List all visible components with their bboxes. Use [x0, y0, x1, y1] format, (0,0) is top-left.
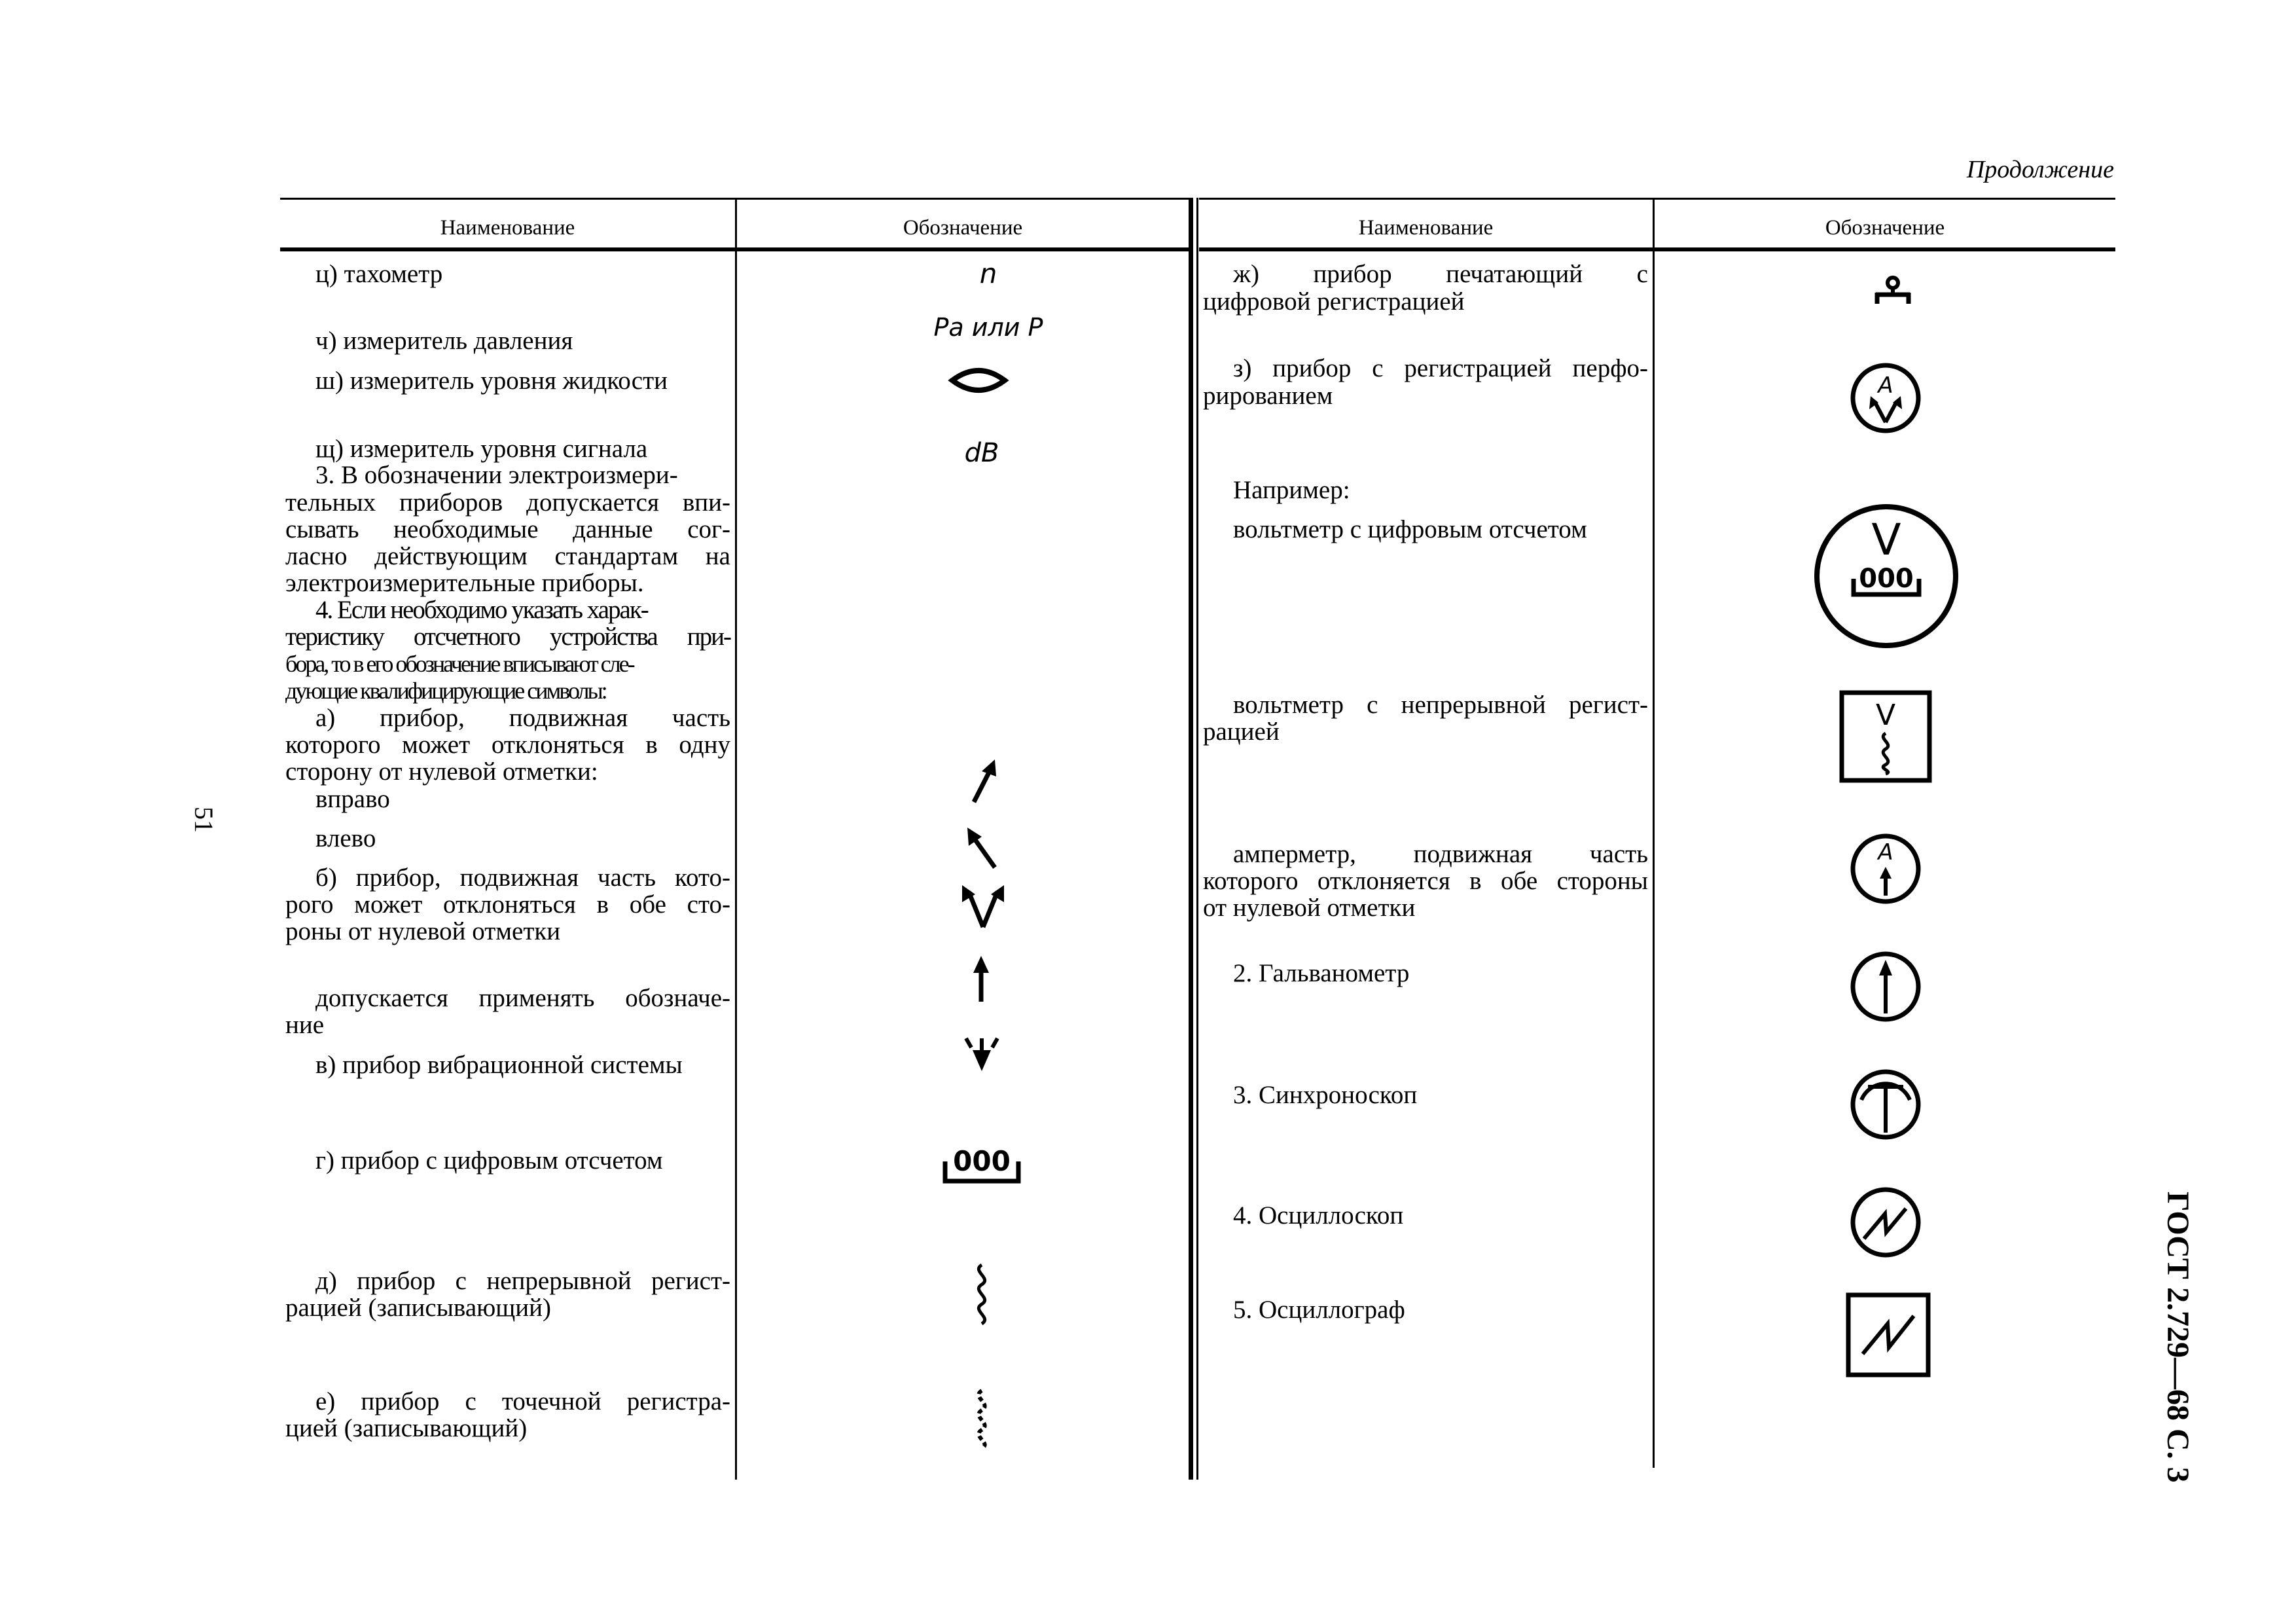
- continuous-line: рацией (записывающий): [285, 1294, 552, 1322]
- item-a-line: а) прибор, подвижная часть: [315, 704, 730, 732]
- arrow-up-left-icon: [963, 826, 999, 871]
- continuous-line: д) прибор с непрерывной регист-: [315, 1267, 730, 1295]
- symbol-digital: [942, 1147, 1021, 1186]
- note-4-line: 4. Если необходимо указать харак-: [315, 596, 648, 624]
- symbol-left-direction: [963, 826, 999, 871]
- continuation-label: Продолжение: [1966, 156, 2114, 183]
- oscillograph-icon: [1846, 1292, 1931, 1377]
- symbol-right-direction: [967, 759, 1000, 805]
- galvanometer-icon: [1850, 951, 1922, 1023]
- table-top-rule-right: [1199, 198, 2115, 200]
- perforation-line: з) прибор с регистрацией перфо-: [1233, 354, 1648, 382]
- item-b-line: б) прибор, подвижная часть кото-: [315, 864, 730, 892]
- printing-line: ж) прибор печатающий с: [1233, 260, 1648, 288]
- perforation-letter: A: [1878, 373, 1893, 399]
- ammeter-line: амперметр, подвижная часть: [1233, 840, 1648, 868]
- note-4-line: теристику отсчетного устройства при-: [285, 623, 730, 651]
- arrow-up-icon: [971, 956, 991, 1003]
- allowed-line: ние: [285, 1011, 325, 1039]
- oscilloscope-icon: [1850, 1186, 1922, 1258]
- symbol-tachometer: n: [979, 257, 997, 289]
- row-pressure-label: ч) измеритель давления: [315, 327, 573, 355]
- header-symbol-right: Обозначение: [1825, 216, 1945, 240]
- column-divider-right: [1653, 198, 1655, 1468]
- note-3-line: сывать необходимые данные сог-: [285, 515, 730, 543]
- dotted-line: е) прибор с точечной регистра-: [315, 1387, 730, 1415]
- row-oscilloscope-label: 4. Осциллоскоп: [1233, 1201, 1404, 1230]
- dotted-line: цией (записывающий): [285, 1414, 528, 1442]
- allowed-line: допускается применять обозначе-: [315, 984, 730, 1012]
- table-center-divider-inner: [1196, 198, 1198, 1480]
- symbol-voltmeter-digital: [1813, 503, 1960, 649]
- double-arrow-v-icon: [960, 884, 1007, 931]
- ammeter-line: от нулевой отметки: [1203, 894, 1416, 922]
- header-bottom-rule-right: [1199, 247, 2115, 251]
- symbol-oscillograph: [1846, 1292, 1931, 1377]
- symbol-oscilloscope: [1850, 1186, 1922, 1258]
- lens-eye-icon: [949, 364, 1008, 397]
- perforation-line: рированием: [1203, 382, 1333, 410]
- row-digital-label: г) прибор с цифровым отсчетом: [315, 1146, 663, 1175]
- arrow-up-right-icon: [967, 759, 1000, 805]
- symbol-galvanometer: [1850, 951, 1922, 1023]
- note-4-line: дующие квалифицирующие символы:: [285, 678, 606, 704]
- column-divider-left: [735, 198, 737, 1480]
- row-left-direction-label: влево: [315, 824, 376, 852]
- row-signal-level-label: щ) измеритель уровня сигнала: [315, 435, 648, 463]
- item-a-line: которого может отклоняться в одну: [285, 731, 730, 759]
- page-number: 51: [189, 807, 219, 833]
- row-oscillograph-label: 5. Осциллограф: [1233, 1296, 1405, 1324]
- header-name-right: Наименование: [1358, 216, 1494, 240]
- symbol-dotted: [969, 1388, 995, 1450]
- dotted-wave-icon: [969, 1388, 995, 1450]
- symbol-liquid-level: [949, 364, 1008, 397]
- symbol-allowed: [971, 956, 991, 1003]
- row-galvanometer-label: 2. Гальванометр: [1233, 959, 1410, 987]
- note-3-line: 3. В обозначении электроизмери-: [315, 461, 678, 489]
- symbol-printing: [1872, 275, 1914, 305]
- vibration-icon: [961, 1036, 1003, 1072]
- item-b-line: рого может отклоняться в обе сто-: [285, 890, 730, 919]
- voltmeter-continuous-line: вольтметр с непрерывной регист-: [1233, 691, 1648, 719]
- voltmeter-digital-letter: V: [1871, 515, 1901, 565]
- row-synchroscope-label: 3. Синхроноскоп: [1233, 1081, 1418, 1109]
- voltmeter-continuous-line: рацией: [1203, 718, 1280, 746]
- row-liquid-level-label: ш) измеритель уровня жидкости: [315, 367, 668, 395]
- table-center-divider: [1189, 198, 1193, 1480]
- row-tachometer-label: ц) тахометр: [315, 260, 443, 288]
- synchroscope-icon: [1850, 1068, 1922, 1140]
- example-title: Например:: [1233, 476, 1350, 504]
- symbol-perforation: [1850, 362, 1922, 434]
- header-name-left: Наименование: [440, 216, 575, 240]
- ammeter-letter: A: [1878, 839, 1893, 866]
- printing-line: цифровой регистрацией: [1203, 287, 1465, 316]
- item-b-line: роны от нулевой отметки: [285, 917, 561, 945]
- symbol-pressure: Pa или P: [933, 313, 1043, 342]
- note-3-line: ласно действующим стандартам на: [285, 542, 730, 570]
- note-3-line: тельных приборов допускается впи-: [285, 488, 730, 517]
- note-3-line: электроизмерительные приборы.: [285, 569, 644, 597]
- header-symbol-left: Обозначение: [903, 216, 1023, 240]
- symbol-item-b: [960, 884, 1007, 931]
- digital-bracket-icon: [942, 1147, 1021, 1186]
- symbol-voltmeter-continuous: [1839, 690, 1932, 783]
- symbol-ammeter: [1850, 833, 1922, 905]
- wave-line-icon: [969, 1262, 995, 1328]
- row-right-direction-label: вправо: [315, 785, 390, 813]
- voltmeter-digital-digits: 000: [1859, 564, 1914, 594]
- row-vibration-label: в) прибор вибрационной системы: [315, 1051, 683, 1079]
- symbol-continuous: [969, 1262, 995, 1328]
- ammeter-line: которого отклоняется в обе стороны: [1203, 867, 1648, 895]
- digital-digits: 000: [953, 1145, 1011, 1177]
- standard-reference: ГОСТ 2.729—68 С. 3: [2161, 1192, 2195, 1483]
- item-a-line: сторону от нулевой отметки:: [285, 757, 598, 786]
- voltmeter-continuous-letter: V: [1875, 699, 1896, 732]
- symbol-vibration: [961, 1036, 1003, 1072]
- symbol-synchroscope: [1850, 1068, 1922, 1140]
- note-4-line: бора, то в его обозначение вписывают сле-: [285, 651, 634, 677]
- printer-icon: [1872, 275, 1914, 305]
- row-voltmeter-digital-label: вольтметр с цифровым отсчетом: [1233, 515, 1587, 543]
- symbol-signal-level: dB: [964, 438, 999, 468]
